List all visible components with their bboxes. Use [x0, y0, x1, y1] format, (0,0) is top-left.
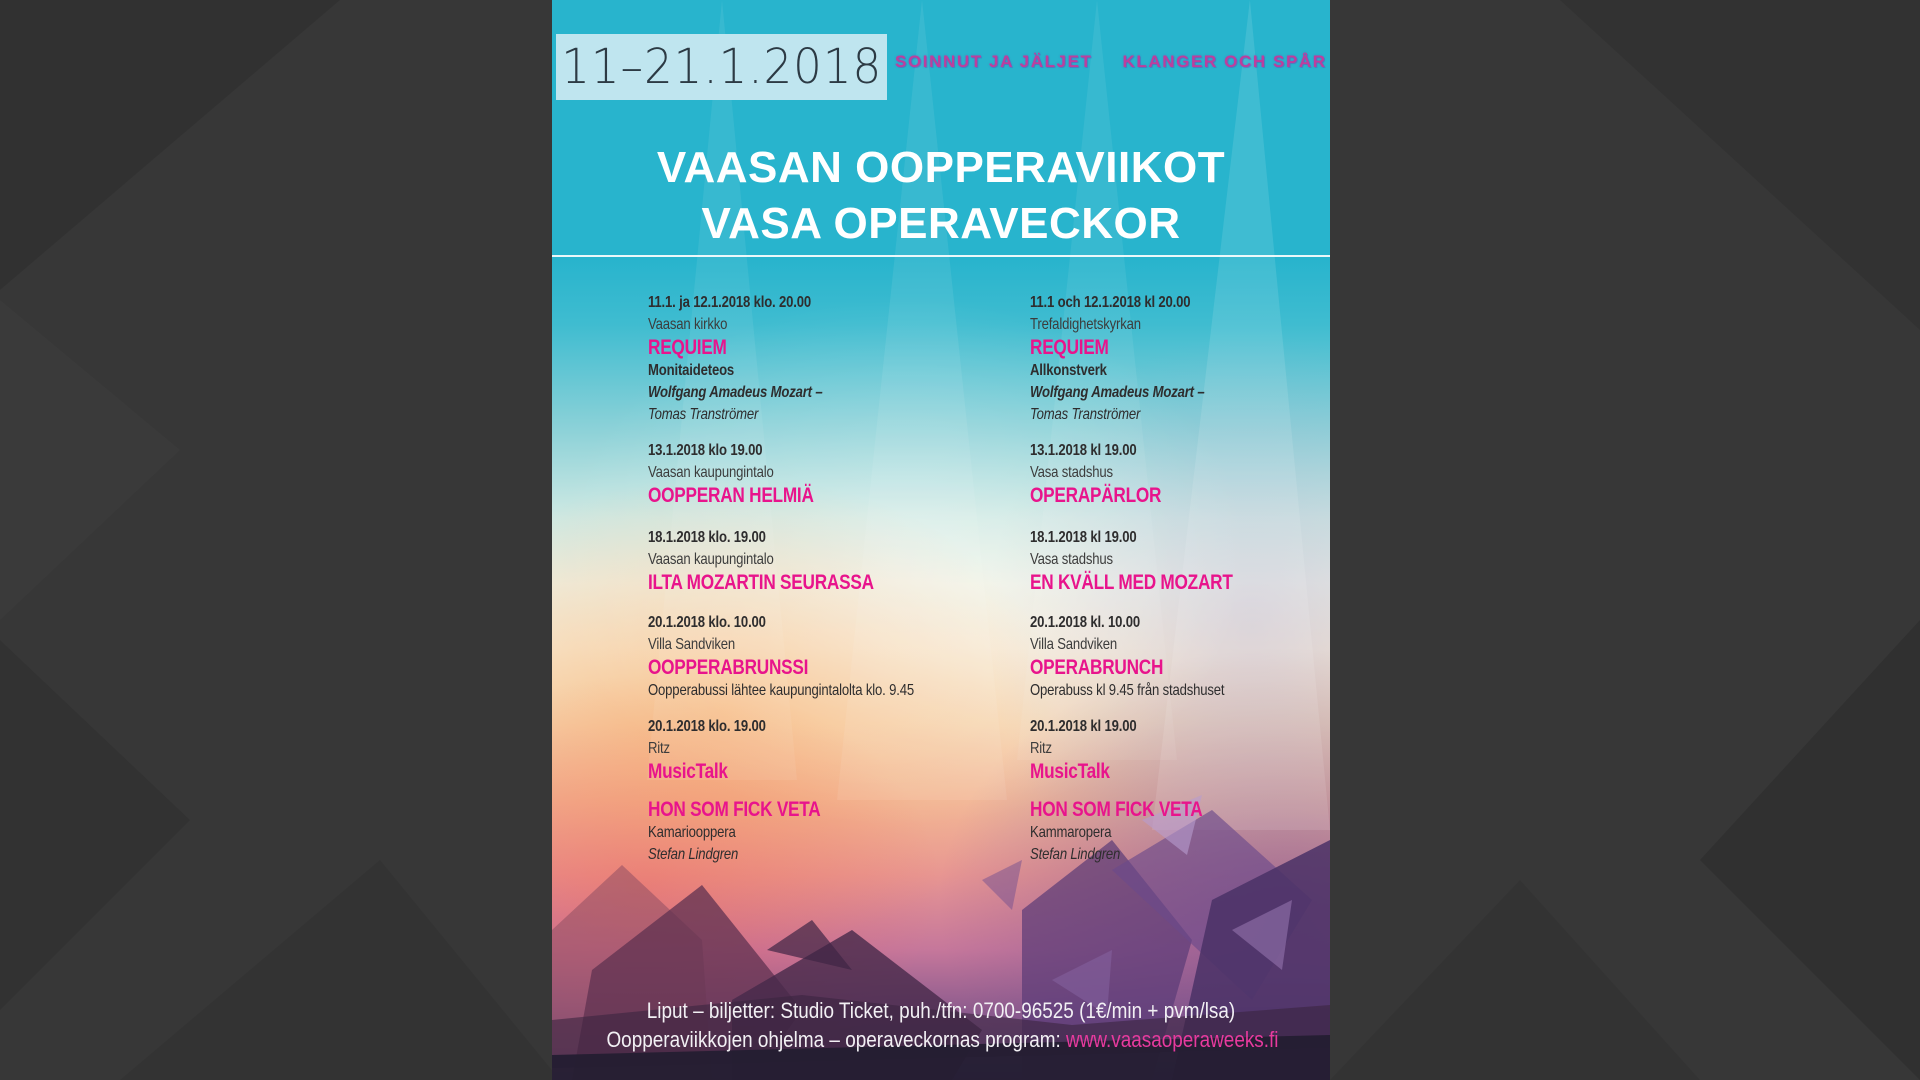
event-date: 20.1.2018 kl 19.00 — [1030, 718, 1137, 735]
event-title: MusicTalk — [648, 760, 728, 783]
event-venue: Ritz — [1030, 740, 1052, 757]
event-note: Oopperabussi lähtee kaupungintalolta klo. 9.45 — [648, 682, 914, 699]
event-author: Tomas Tranströmer — [648, 406, 759, 423]
event-brunssi-fi — [648, 612, 992, 702]
event-date: 18.1.2018 kl 19.00 — [1030, 529, 1137, 546]
event-title: HON SOM FICK VETA — [648, 798, 821, 821]
event-venue: Vaasan kirkko — [648, 316, 728, 333]
event-venue: Vasa stadshus — [1030, 464, 1113, 481]
event-subtitle: Allkonstverk — [1030, 362, 1107, 379]
event-title: OOPPERAN HELMIÄ — [648, 484, 814, 507]
event-date: 13.1.2018 kl 19.00 — [1030, 442, 1137, 459]
ticket-info-line: Liput – biljetter: Studio Ticket, puh./tfn: 0700-96525 (1€/min + pvm/lsa) — [646, 998, 1236, 1023]
event-date: 20.1.2018 klo. 19.00 — [648, 718, 766, 735]
event-requiem-sv — [1030, 292, 1330, 426]
festival-date-box — [556, 34, 887, 100]
event-date: 11.1. ja 12.1.2018 klo. 20.00 — [648, 294, 812, 311]
event-author: Stefan Lindgren — [1030, 846, 1121, 863]
event-date: 13.1.2018 klo 19.00 — [648, 442, 763, 459]
event-venue: Vaasan kaupungintalo — [648, 464, 774, 481]
event-title: REQUIEM — [1030, 336, 1109, 359]
event-venue: Vasa stadshus — [1030, 551, 1113, 568]
poster-title — [552, 140, 1330, 252]
event-title: MusicTalk — [1030, 760, 1110, 783]
festival-dates: 11–21.1.2018 — [561, 39, 882, 95]
event-mozart-ilta-fi — [648, 527, 992, 595]
ticket-info-footer — [606, 996, 1279, 1054]
event-honsomfickveta-sv — [1030, 798, 1330, 866]
event-date: 11.1 och 12.1.2018 kl 20.00 — [1030, 294, 1191, 311]
event-date: 20.1.2018 kl. 10.00 — [1030, 614, 1140, 631]
poster-title-finnish: VAASAN OOPPERAVIIKOT — [656, 143, 1226, 192]
event-honsomfickveta-fi — [648, 798, 992, 866]
title-divider-line — [552, 255, 1330, 257]
event-helmia-fi — [648, 440, 992, 508]
program-info-prefix: Oopperaviikkojen ohjelma – operaveckornas program: — [606, 1027, 1067, 1052]
tagline-finnish: SOINNUT JA JÄLJET — [895, 52, 1093, 71]
event-venue: Villa Sandviken — [648, 636, 736, 653]
program-info-line — [606, 1025, 1279, 1054]
event-note: Operabuss kl 9.45 från stadshuset — [1030, 682, 1225, 699]
event-title: HON SOM FICK VETA — [1030, 798, 1203, 821]
tagline-swedish: KLANGER OCH SPÅR — [1122, 52, 1327, 71]
event-musictalk-fi — [648, 716, 992, 784]
festival-tagline — [895, 52, 1327, 72]
event-musictalk-sv — [1030, 716, 1330, 784]
event-title: OOPPERABRUNSSI — [648, 656, 809, 679]
event-author: Tomas Tranströmer — [1030, 406, 1141, 423]
poster-title-swedish: VASA OPERAVECKOR — [701, 199, 1181, 248]
event-kvall-mozart-sv — [1030, 527, 1330, 595]
event-author: Stefan Lindgren — [648, 846, 739, 863]
opera-poster — [552, 0, 1330, 1080]
event-venue: Vaasan kaupungintalo — [648, 551, 774, 568]
event-operaparlor-sv — [1030, 440, 1330, 508]
event-title: ILTA MOZARTIN SEURASSA — [648, 571, 874, 594]
event-venue: Ritz — [648, 740, 670, 757]
event-composer: Wolfgang Amadeus Mozart – — [648, 384, 823, 401]
event-title: EN KVÄLL MED MOZART — [1030, 571, 1233, 594]
website-url: www.vaasaoperaweeks.fi — [1066, 1027, 1279, 1052]
event-requiem-fi — [648, 292, 992, 426]
event-operabrunch-sv — [1030, 612, 1330, 702]
event-title: REQUIEM — [648, 336, 727, 359]
event-composer: Wolfgang Amadeus Mozart – — [1030, 384, 1205, 401]
event-date: 18.1.2018 klo. 19.00 — [648, 529, 766, 546]
event-genre: Kammaropera — [1030, 824, 1112, 841]
event-venue: Trefaldighetskyrkan — [1030, 316, 1141, 333]
event-venue: Villa Sandviken — [1030, 636, 1118, 653]
event-date: 20.1.2018 klo. 10.00 — [648, 614, 766, 631]
event-subtitle: Monitaideteos — [648, 362, 735, 379]
event-title: OPERAPÄRLOR — [1030, 484, 1162, 507]
event-title: OPERABRUNCH — [1030, 656, 1164, 679]
event-genre: Kamariooppera — [648, 824, 736, 841]
